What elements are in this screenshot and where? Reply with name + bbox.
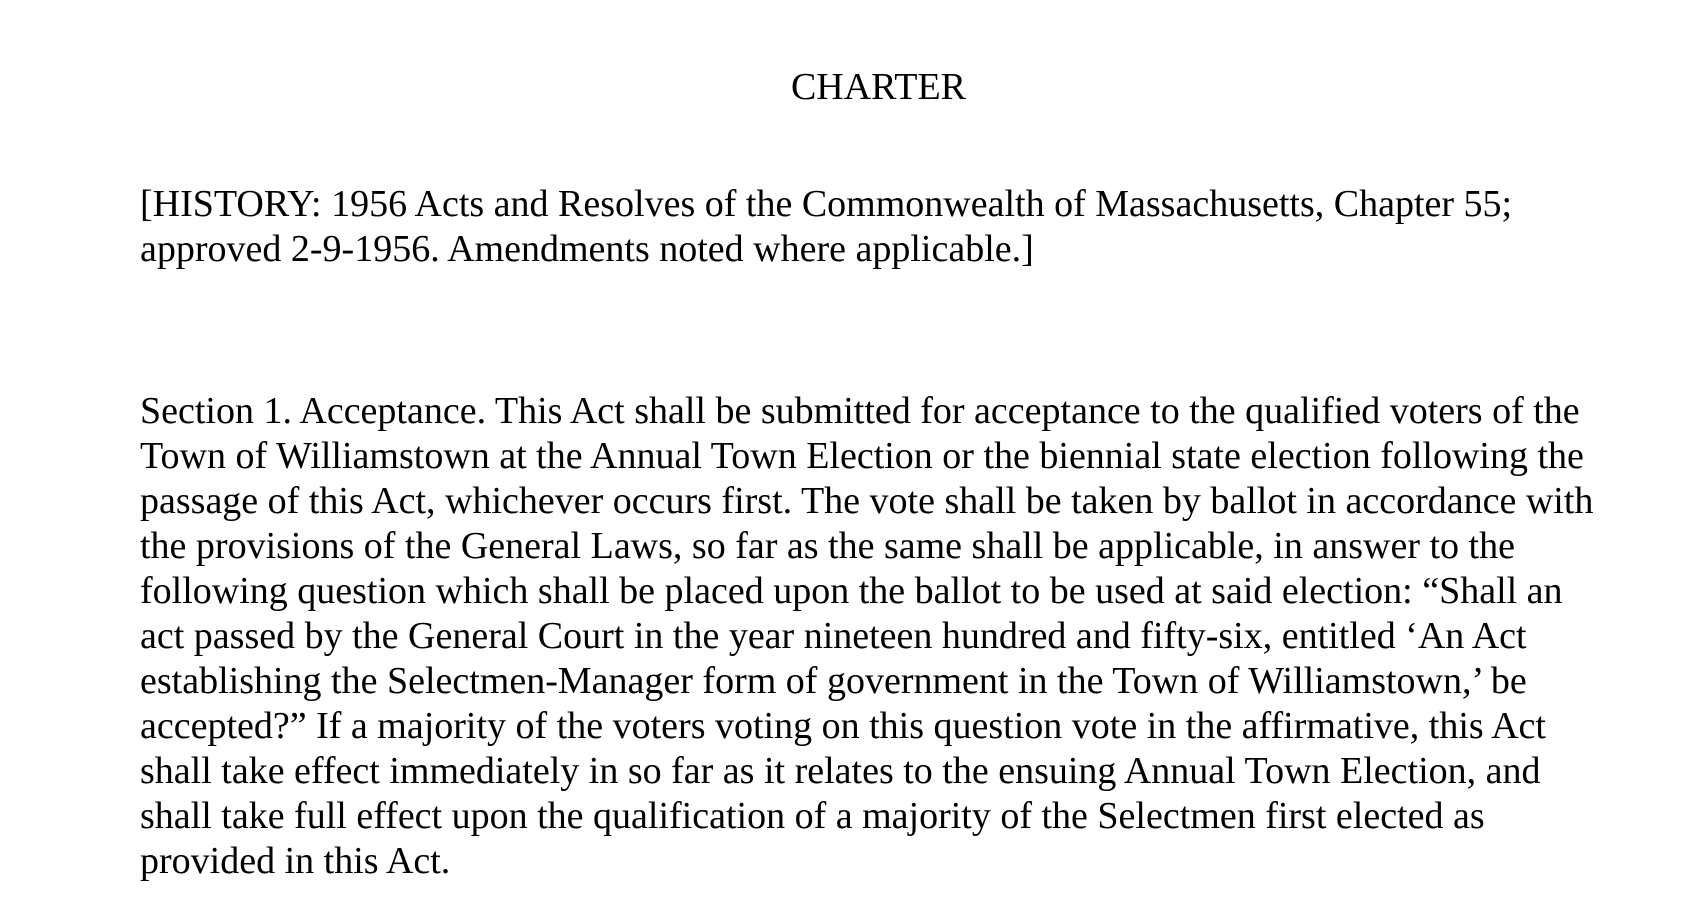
- section-1-paragraph: Section 1. Acceptance. This Act shall be submitted for acceptance to the qualified voters of the Town of Williamstown at the Annual Town Election or the biennial state election following the passage of this Act, whichever occurs first. The vote shall be taken by ballot in accordance with the provisions of the General Laws, so far as the same shall be applicable, in answer to the following question which shall be placed upon the ballot to be used at said election: “Shall an act passed by the General Court in the year nineteen hundred and fifty-six, entitled ‘An Act establishing the Selectmen-Manager form of government in the Town of Williamstown,’ be accepted?” If a majority of the voters voting on this question vote in the affirmative, this Act shall take effect immediately in so far as it relates to the ensuing Annual Town Election, and shall take full effect upon the qualification of a majority of the Selectmen first elected as provided in this Act.: [140, 390, 1594, 882]
- history-note-paragraph: [HISTORY: 1956 Acts and Resolves of the Commonwealth of Massachusetts, Chapter 55; approved 2-9-1956. Amendments noted where applicable.]: [140, 183, 1513, 270]
- document-title: CHARTER: [790, 66, 967, 108]
